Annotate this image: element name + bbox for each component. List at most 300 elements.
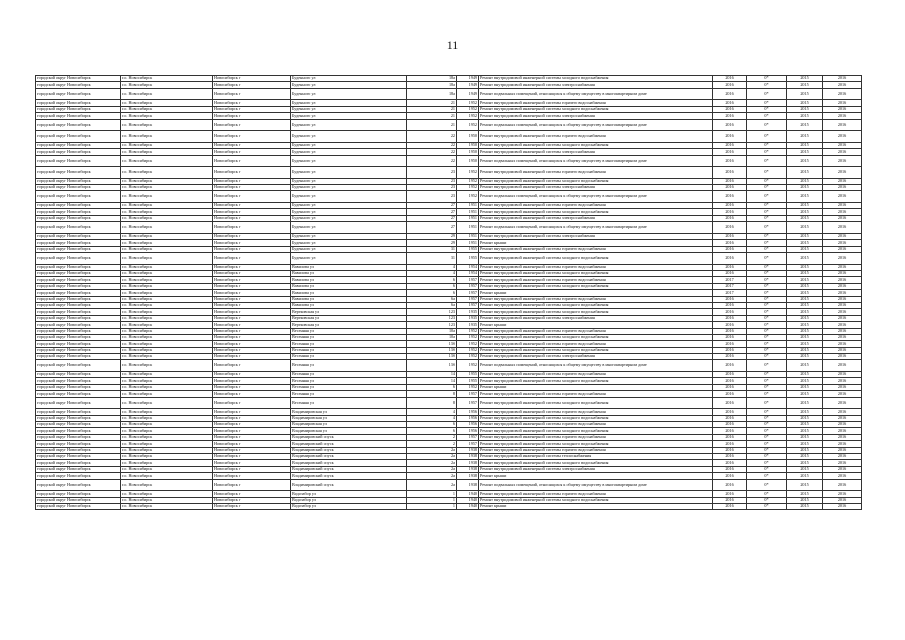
end-year-cell: 2016 [823,88,862,100]
start-year-cell: 2015 [787,302,823,308]
municipality-cell: г.о. Новосибирск [121,384,213,390]
municipality-cell: г.о. Новосибирск [121,296,213,302]
municipality-cell: г.о. Новосибирск [121,88,213,100]
municipality-cell: г.о. Новосибирск [121,222,213,234]
house-number-cell: 23 [407,185,457,191]
street-cell: Весенняя ул [291,328,407,334]
municipal-district-cell: городской округ Новосибирск [36,503,121,509]
build-year-cell: 1952 [457,119,479,131]
city-cell: Новосибирск г [213,131,291,143]
municipal-district-cell: городской округ Новосибирск [36,178,121,184]
municipal-district-cell: городской округ Новосибирск [36,100,121,106]
municipality-cell: г.о. Новосибирск [121,113,213,119]
municipality-cell: г.о. Новосибирск [121,354,213,360]
house-number-cell: 4 [407,271,457,277]
plan-year-cell: 2016 [713,253,747,265]
start-year-cell: 2015 [787,233,823,239]
municipal-district-cell: городской округ Новосибирск [36,354,121,360]
end-year-cell: 2016 [823,460,862,466]
municipal-district-cell: городской округ Новосибирск [36,384,121,390]
plan-year-cell: 2016 [713,360,747,372]
work-type-cell: Ремонт внутридомовой инженерной системы электроснабжения [479,233,713,239]
cost-cell: 0* [747,302,787,308]
cost-cell: 0* [747,233,787,239]
table-row [36,88,862,100]
work-type-cell: Ремонт внутридомовой инженерной системы горячего водоснабжения [479,341,713,347]
build-year-cell: 1935 [457,315,479,321]
city-cell: Новосибирск г [213,384,291,390]
end-year-cell: 2016 [823,347,862,353]
municipality-cell: г.о. Новосибирск [121,131,213,143]
street-cell: Буденного ул [291,131,407,143]
work-type-cell: Ремонт внутридомовой инженерной системы горячего водоснабжения [479,246,713,252]
house-number-cell: 6 [407,422,457,428]
street-cell: Вавилова ул [291,271,407,277]
house-number-cell: 29 [407,233,457,239]
work-type-cell: Ремонт внутридомовой инженерной системы холодного водоснабжения [479,283,713,289]
work-type-cell: Ремонт внутридомовой инженерной системы горячего водоснабжения [479,100,713,106]
municipal-district-cell: городской округ Новосибирск [36,479,121,491]
plan-year-cell: 2016 [713,203,747,209]
build-year-cell: 1938 [457,466,479,472]
work-type-cell: Ремонт крыши [479,290,713,296]
start-year-cell: 2015 [787,167,823,179]
start-year-cell: 2015 [787,347,823,353]
work-type-cell: Ремонт подвальных помещений, относящихся к общему имуществу в многоквартирном доме [479,191,713,203]
house-number-cell: 123 [407,315,457,321]
municipal-district-cell: городской округ Новосибирск [36,341,121,347]
build-year-cell: 1950 [457,131,479,143]
work-type-cell: Ремонт внутридомовой инженерной системы горячего водоснабжения [479,264,713,270]
cost-cell: 0* [747,296,787,302]
plan-year-cell: 2016 [713,372,747,378]
cost-cell: 0* [747,178,787,184]
municipality-cell: г.о. Новосибирск [121,466,213,472]
build-year-cell: 1952 [457,100,479,106]
street-cell: Буденного ул [291,215,407,221]
house-number-cell: 18а [407,82,457,88]
house-number-cell: 27 [407,222,457,234]
house-number-cell: 22 [407,131,457,143]
municipal-district-cell: городской округ Новосибирск [36,253,121,265]
build-year-cell: 1949 [457,82,479,88]
plan-year-cell: 2016 [713,497,747,503]
cost-cell: 0* [747,497,787,503]
start-year-cell: 2015 [787,415,823,421]
municipal-district-cell: городской округ Новосибирск [36,434,121,440]
city-cell: Новосибирск г [213,290,291,296]
cost-cell: 0* [747,88,787,100]
plan-year-cell: 2016 [713,428,747,434]
cost-cell: 0* [747,453,787,459]
end-year-cell: 2016 [823,82,862,88]
build-year-cell: 1957 [457,296,479,302]
work-type-cell: Ремонт внутридомовой инженерной системы горячего водоснабжения [479,372,713,378]
municipality-cell: г.о. Новосибирск [121,315,213,321]
street-cell: Водозабор ул [291,503,407,509]
municipal-district-cell: городской округ Новосибирск [36,497,121,503]
street-cell: Весенняя ул [291,354,407,360]
house-number-cell: 2а [407,473,457,479]
municipality-cell: г.о. Новосибирск [121,309,213,315]
cost-cell: 0* [747,253,787,265]
municipal-district-cell: городской округ Новосибирск [36,264,121,270]
end-year-cell: 2016 [823,409,862,415]
cost-cell: 0* [747,106,787,112]
work-type-cell: Ремонт внутридомовой инженерной системы электроснабжения [479,113,713,119]
plan-year-cell: 2016 [713,271,747,277]
city-cell: Новосибирск г [213,167,291,179]
build-year-cell: 1955 [457,372,479,378]
city-cell: Новосибирск г [213,149,291,155]
house-number-cell: 4 [407,409,457,415]
plan-year-cell: 2016 [713,296,747,302]
start-year-cell: 2015 [787,290,823,296]
table-row [36,222,862,234]
municipal-district-cell: городской округ Новосибирск [36,453,121,459]
end-year-cell: 2016 [823,397,862,409]
house-number-cell: 2а [407,466,457,472]
house-number-cell: 4 [407,264,457,270]
end-year-cell: 2016 [823,191,862,203]
start-year-cell: 2015 [787,142,823,148]
start-year-cell: 2015 [787,441,823,447]
municipal-district-cell: городской округ Новосибирск [36,88,121,100]
work-type-cell: Ремонт внутридомовой инженерной системы горячего водоснабжения [479,328,713,334]
end-year-cell: 2016 [823,296,862,302]
end-year-cell: 2016 [823,466,862,472]
cost-cell: 0* [747,203,787,209]
city-cell: Новосибирск г [213,422,291,428]
start-year-cell: 2015 [787,409,823,415]
end-year-cell: 2016 [823,76,862,82]
start-year-cell: 2015 [787,503,823,509]
municipality-cell: г.о. Новосибирск [121,397,213,409]
cost-cell: 0* [747,131,787,143]
build-year-cell: 1955 [457,246,479,252]
cost-cell: 0* [747,422,787,428]
municipality-cell: г.о. Новосибирск [121,290,213,296]
street-cell: Буденного ул [291,113,407,119]
start-year-cell: 2015 [787,434,823,440]
plan-year-cell: 2016 [713,106,747,112]
street-cell: Вавилова ул [291,283,407,289]
municipality-cell: г.о. Новосибирск [121,341,213,347]
street-cell: Владимировский спуск [291,473,407,479]
end-year-cell: 2016 [823,233,862,239]
house-number-cell: 22 [407,149,457,155]
cost-cell: 0* [747,290,787,296]
start-year-cell: 2015 [787,246,823,252]
work-type-cell: Ремонт внутридомовой инженерной системы холодного водоснабжения [479,497,713,503]
city-cell: Новосибирск г [213,191,291,203]
build-year-cell: 1957 [457,397,479,409]
house-number-cell: 22 [407,142,457,148]
end-year-cell: 2016 [823,253,862,265]
plan-year-cell: 2016 [713,167,747,179]
municipal-district-cell: городской округ Новосибирск [36,277,121,283]
municipality-cell: г.о. Новосибирск [121,360,213,372]
city-cell: Новосибирск г [213,453,291,459]
street-cell: Буденного ул [291,178,407,184]
house-number-cell: 2 [407,434,457,440]
city-cell: Новосибирск г [213,473,291,479]
municipal-district-cell: городской округ Новосибирск [36,203,121,209]
end-year-cell: 2016 [823,453,862,459]
cost-cell: 0* [747,384,787,390]
cost-cell: 0* [747,309,787,315]
street-cell: Весенняя ул [291,360,407,372]
plan-year-cell: 2016 [713,246,747,252]
house-number-cell: 6а [407,296,457,302]
plan-year-cell: 2016 [713,378,747,384]
build-year-cell: 1938 [457,460,479,466]
city-cell: Новосибирск г [213,415,291,421]
build-year-cell: 1952 [457,178,479,184]
start-year-cell: 2015 [787,397,823,409]
plan-year-cell: 2017 [713,277,747,283]
end-year-cell: 2016 [823,447,862,453]
build-year-cell: 1949 [457,76,479,82]
municipal-district-cell: городской округ Новосибирск [36,466,121,472]
work-type-cell: Ремонт внутридомовой инженерной системы холодного водоснабжения [479,309,713,315]
city-cell: Новосибирск г [213,185,291,191]
street-cell: Вавилова ул [291,296,407,302]
cost-cell: 0* [747,209,787,215]
municipality-cell: г.о. Новосибирск [121,479,213,491]
plan-year-cell: 2016 [713,264,747,270]
city-cell: Новосибирск г [213,315,291,321]
build-year-cell: 1940 [457,503,479,509]
work-type-cell: Ремонт внутридомовой инженерной системы электроснабжения [479,354,713,360]
street-cell: Владимировский спуск [291,453,407,459]
work-type-cell: Ремонт внутридомовой инженерной системы электроснабжения [479,185,713,191]
street-cell: Владимировский спуск [291,466,407,472]
street-cell: Буденного ул [291,106,407,112]
city-cell: Новосибирск г [213,434,291,440]
end-year-cell: 2016 [823,360,862,372]
municipal-district-cell: городской округ Новосибирск [36,283,121,289]
city-cell: Новосибирск г [213,378,291,384]
municipal-district-cell: городской округ Новосибирск [36,142,121,148]
start-year-cell: 2015 [787,215,823,221]
work-type-cell: Ремонт крыши [479,503,713,509]
table-row [36,167,862,179]
end-year-cell: 2016 [823,100,862,106]
work-type-cell: Ремонт внутридомовой инженерной системы холодного водоснабжения [479,302,713,308]
end-year-cell: 2016 [823,334,862,340]
plan-year-cell: 2016 [713,222,747,234]
municipality-cell: г.о. Новосибирск [121,264,213,270]
start-year-cell: 2015 [787,447,823,453]
start-year-cell: 2015 [787,491,823,497]
plan-year-cell: 2016 [713,209,747,215]
municipal-district-cell: городской округ Новосибирск [36,428,121,434]
plan-year-cell: 2016 [713,460,747,466]
municipality-cell: г.о. Новосибирск [121,422,213,428]
municipal-district-cell: городской округ Новосибирск [36,113,121,119]
plan-year-cell: 2016 [713,119,747,131]
house-number-cell: 1 [407,491,457,497]
end-year-cell: 2016 [823,328,862,334]
end-year-cell: 2016 [823,209,862,215]
cost-cell: 0* [747,119,787,131]
plan-year-cell: 2016 [713,453,747,459]
build-year-cell: 1957 [457,283,479,289]
build-year-cell: 1952 [457,384,479,390]
work-type-cell: Ремонт внутридомовой инженерной системы холодного водоснабжения [479,347,713,353]
street-cell: Владимировский спуск [291,447,407,453]
municipal-district-cell: городской округ Новосибирск [36,155,121,167]
city-cell: Новосибирск г [213,347,291,353]
work-type-cell: Ремонт внутридомовой инженерной системы электроснабжения [479,315,713,321]
cost-cell: 0* [747,185,787,191]
start-year-cell: 2015 [787,283,823,289]
municipal-district-cell: городской округ Новосибирск [36,334,121,340]
build-year-cell: 1951 [457,222,479,234]
start-year-cell: 2015 [787,473,823,479]
start-year-cell: 2015 [787,309,823,315]
cost-cell: 0* [747,240,787,246]
work-type-cell: Ремонт внутридомовой инженерной системы холодного водоснабжения [479,428,713,434]
cost-cell: 0* [747,100,787,106]
city-cell: Новосибирск г [213,309,291,315]
house-number-cell: 6 [407,283,457,289]
plan-year-cell: 2016 [713,354,747,360]
start-year-cell: 2015 [787,296,823,302]
plan-year-cell: 2016 [713,113,747,119]
street-cell: Вавилова ул [291,264,407,270]
end-year-cell: 2016 [823,372,862,378]
house-number-cell: 6 [407,428,457,434]
municipality-cell: г.о. Новосибирск [121,119,213,131]
house-number-cell: 22 [407,155,457,167]
municipal-district-cell: городской округ Новосибирск [36,360,121,372]
city-cell: Новосибирск г [213,203,291,209]
city-cell: Новосибирск г [213,428,291,434]
start-year-cell: 2015 [787,191,823,203]
house-number-cell: 31 [407,253,457,265]
municipality-cell: г.о. Новосибирск [121,283,213,289]
plan-year-cell: 2016 [713,215,747,221]
city-cell: Новосибирск г [213,119,291,131]
street-cell: Буденного ул [291,88,407,100]
end-year-cell: 2016 [823,422,862,428]
start-year-cell: 2015 [787,222,823,234]
start-year-cell: 2015 [787,131,823,143]
start-year-cell: 2015 [787,100,823,106]
city-cell: Новосибирск г [213,76,291,82]
municipal-district-cell: городской округ Новосибирск [36,271,121,277]
street-cell: Буденного ул [291,119,407,131]
street-cell: Буденного ул [291,191,407,203]
end-year-cell: 2016 [823,277,862,283]
street-cell: Владимировская ул [291,415,407,421]
plan-year-cell: 2016 [713,341,747,347]
street-cell: Владимировская ул [291,428,407,434]
street-cell: Весенняя ул [291,397,407,409]
end-year-cell: 2016 [823,203,862,209]
build-year-cell: 1938 [457,453,479,459]
city-cell: Новосибирск г [213,391,291,397]
municipality-cell: г.о. Новосибирск [121,415,213,421]
street-cell: Буденного ул [291,155,407,167]
start-year-cell: 2015 [787,391,823,397]
build-year-cell: 1952 [457,113,479,119]
plan-year-cell: 2016 [713,328,747,334]
work-type-cell: Ремонт внутридомовой инженерной системы горячего водоснабжения [479,422,713,428]
cost-cell: 0* [747,378,787,384]
municipality-cell: г.о. Новосибирск [121,277,213,283]
municipal-district-cell: городской округ Новосибирск [36,131,121,143]
table-row [36,131,862,143]
start-year-cell: 2015 [787,341,823,347]
cost-cell: 0* [747,372,787,378]
cost-cell: 0* [747,82,787,88]
house-number-cell: 18а [407,88,457,100]
municipality-cell: г.о. Новосибирск [121,372,213,378]
city-cell: Новосибирск г [213,503,291,509]
street-cell: Вавилова ул [291,302,407,308]
end-year-cell: 2016 [823,119,862,131]
municipal-district-cell: городской округ Новосибирск [36,240,121,246]
end-year-cell: 2016 [823,473,862,479]
cost-cell: 0* [747,222,787,234]
plan-year-cell: 2016 [713,142,747,148]
municipal-district-cell: городской округ Новосибирск [36,185,121,191]
start-year-cell: 2015 [787,384,823,390]
cost-cell: 0* [747,391,787,397]
municipal-district-cell: городской округ Новосибирск [36,119,121,131]
municipality-cell: г.о. Новосибирск [121,149,213,155]
build-year-cell: 1952 [457,167,479,179]
start-year-cell: 2015 [787,422,823,428]
plan-year-cell: 2016 [713,391,747,397]
municipality-cell: г.о. Новосибирск [121,447,213,453]
start-year-cell: 2015 [787,149,823,155]
city-cell: Новосибирск г [213,341,291,347]
house-number-cell: 8 [407,391,457,397]
municipal-district-cell: городской округ Новосибирск [36,106,121,112]
city-cell: Новосибирск г [213,491,291,497]
house-number-cell: 4 [407,415,457,421]
city-cell: Новосибирск г [213,240,291,246]
build-year-cell: 1950 [457,155,479,167]
house-number-cell: 21 [407,119,457,131]
municipal-district-cell: городской округ Новосибирск [36,397,121,409]
start-year-cell: 2015 [787,113,823,119]
plan-year-cell: 2016 [713,491,747,497]
build-year-cell: 1951 [457,209,479,215]
work-type-cell: Ремонт внутридомовой инженерной системы горячего водоснабжения [479,203,713,209]
house-number-cell: 14 [407,378,457,384]
repair-program-table [35,75,862,510]
plan-year-cell: 2016 [713,397,747,409]
municipal-district-cell: городской округ Новосибирск [36,473,121,479]
table-row [36,191,862,203]
city-cell: Новосибирск г [213,88,291,100]
plan-year-cell: 2016 [713,315,747,321]
work-type-cell: Ремонт внутридомовой инженерной системы холодного водоснабжения [479,178,713,184]
municipal-district-cell: городской округ Новосибирск [36,422,121,428]
plan-year-cell: 2016 [713,185,747,191]
work-type-cell: Ремонт внутридомовой инженерной системы горячего водоснабжения [479,277,713,283]
start-year-cell: 2015 [787,315,823,321]
plan-year-cell: 2016 [713,409,747,415]
municipality-cell: г.о. Новосибирск [121,142,213,148]
start-year-cell: 2015 [787,264,823,270]
start-year-cell: 2015 [787,479,823,491]
